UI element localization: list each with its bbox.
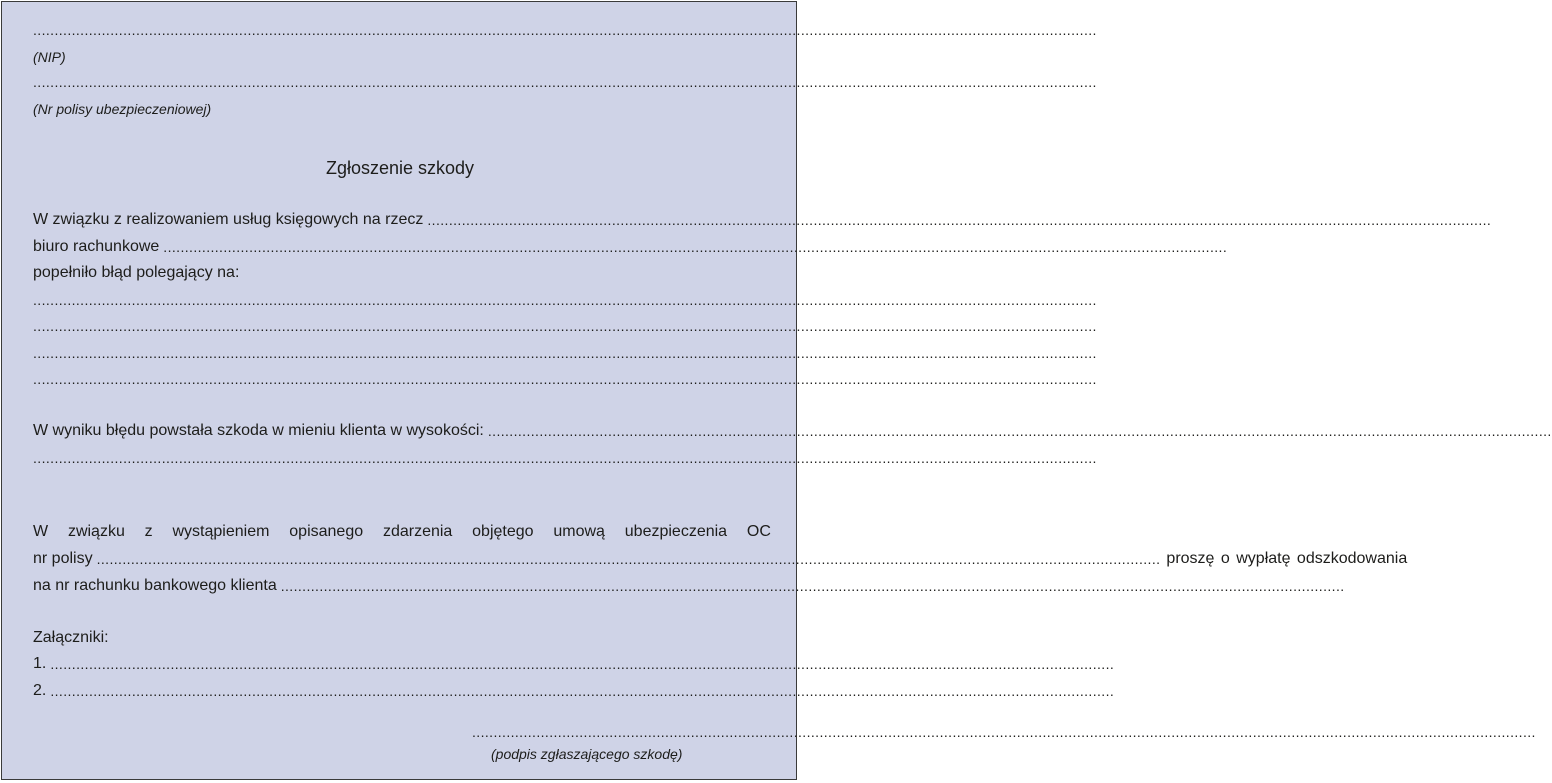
word: z bbox=[144, 523, 153, 540]
error-description-line-1[interactable]: ........................................................................................................................................................................................................................................................ bbox=[33, 292, 1097, 308]
error-description-line-3[interactable]: ........................................................................................................................................................................................................................................................ bbox=[33, 345, 1097, 361]
word: OC bbox=[746, 523, 771, 540]
word: W bbox=[33, 523, 49, 540]
attachments-label: Załączniki: bbox=[33, 629, 109, 646]
word: związku bbox=[67, 523, 125, 540]
policy-number-inline-field[interactable]: ........................................................................................................................................................................................................................................................ bbox=[96, 551, 1161, 567]
attachment-number: 2. bbox=[33, 682, 47, 699]
oc-statement-line-1 bbox=[33, 522, 771, 542]
payout-request-text: proszę o wypłatę odszkodowania bbox=[1166, 550, 1408, 567]
client-name-field[interactable]: ........................................................................................................................................................................................................................................................ bbox=[427, 212, 1492, 228]
office-name-field[interactable]: ........................................................................................................................................................................................................................................................ bbox=[163, 239, 1228, 255]
bank-account-field[interactable]: ........................................................................................................................................................................................................................................................ bbox=[280, 578, 1345, 594]
error-description-line-4[interactable]: ........................................................................................................................................................................................................................................................ bbox=[33, 371, 1097, 387]
attachment-field[interactable]: ........................................................................................................................................................................................................................................................ bbox=[50, 683, 1115, 699]
bank-account-row bbox=[33, 576, 1345, 596]
word: umową bbox=[553, 523, 605, 540]
attachment-item bbox=[33, 654, 1115, 674]
policy-number-field[interactable]: ........................................................................................................................................................................................................................................................ bbox=[33, 74, 1097, 90]
attachment-field[interactable]: ........................................................................................................................................................................................................................................................ bbox=[50, 656, 1115, 672]
damage-amount-row bbox=[33, 421, 1552, 441]
attachment-number: 1. bbox=[33, 655, 47, 672]
word: objętego bbox=[472, 523, 534, 540]
policy-number-inline-label: nr polisy bbox=[33, 550, 93, 567]
bank-account-label: na nr rachunku bankowego klienta bbox=[33, 577, 277, 594]
word: opisanego bbox=[289, 523, 364, 540]
claim-form bbox=[1, 1, 1552, 780]
damage-amount-line-2[interactable]: ........................................................................................................................................................................................................................................................ bbox=[33, 450, 1097, 466]
signature-field[interactable]: ........................................................................................................................................................................................................................................................ bbox=[472, 724, 1536, 740]
policy-number-label: (Nr polisy ubezpieczeniowej) bbox=[33, 101, 212, 117]
page-title: Zgłoszenie szkody bbox=[325, 158, 475, 178]
signature-label: (podpis zgłaszającego szkodę) bbox=[491, 746, 683, 762]
damage-amount-field[interactable]: ........................................................................................................................................................................................................................................................ bbox=[487, 423, 1552, 439]
office-row bbox=[33, 237, 1228, 257]
error-description-label: popełniło błąd polegający na: bbox=[33, 264, 240, 281]
damage-amount-label: W wyniku błędu powstała szkoda w mieniu klienta w wysokości: bbox=[33, 422, 484, 439]
oc-statement-line-2 bbox=[33, 549, 1408, 569]
word: ubezpieczenia bbox=[624, 523, 728, 540]
word: wystąpieniem bbox=[172, 523, 270, 540]
office-row-label: biuro rachunkowe bbox=[33, 238, 160, 255]
error-description-line-2[interactable]: ........................................................................................................................................................................................................................................................ bbox=[33, 318, 1097, 334]
attachment-item bbox=[33, 681, 1115, 701]
client-row bbox=[33, 210, 1492, 230]
client-row-label: W związku z realizowaniem usług księgowych na rzecz bbox=[33, 211, 424, 228]
nip-label: (NIP) bbox=[33, 49, 66, 65]
word: zdarzenia bbox=[382, 523, 453, 540]
nip-field[interactable]: ........................................................................................................................................................................................................................................................ bbox=[33, 22, 1097, 38]
